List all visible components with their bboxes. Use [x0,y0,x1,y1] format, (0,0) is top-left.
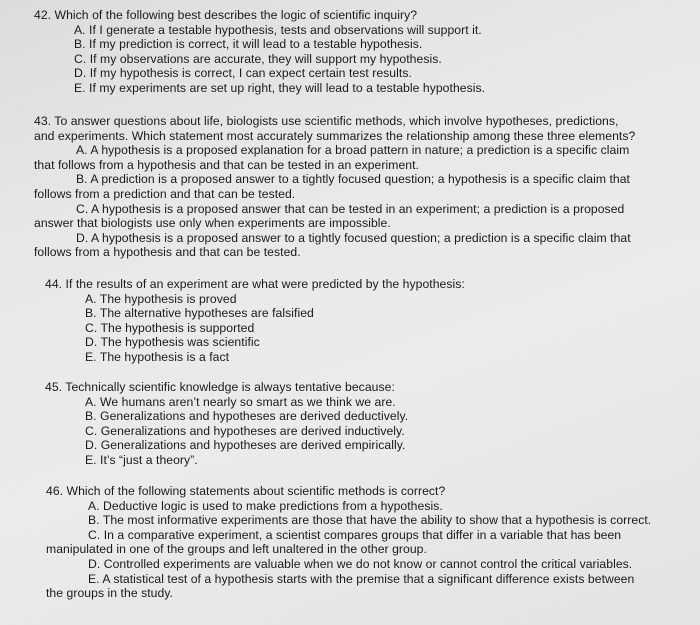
question-42-option-e: E. If my experiments are set up right, they will lead to a testable hypothesis. [74,80,486,95]
question-46-option-c-line-2: manipulated in one of the groups and left unaltered in the other group. [46,542,427,557]
question-42-options [34,23,485,96]
question-43-option-a-line-1: A. A hypothesis is a proposed explanation for a broad pattern in nature; a prediction is a specific claim [76,143,630,158]
question-43-options [34,143,674,260]
question-45-option-d: D. Generalizations and hypotheses are derived empirically. [85,438,406,453]
question-43-option-c [34,202,674,231]
question-46-option-e-line-1: E. A statistical test of a hypothesis starts with the premise that a significant difference exists between [88,571,635,586]
question-45-option-a: A. We humans aren’t nearly so smart as we think we are. [85,394,396,409]
question-42-option-d: D. If my hypothesis is correct, I can expect certain test results. [74,66,412,81]
question-46-option-d [46,557,676,572]
question-43-option-a [34,143,674,172]
question-44-option-c: C. The hypothesis is supported [85,320,255,335]
question-44-option-e: E. The hypothesis is a fact [85,349,230,364]
question-43-option-b-line-1: B. A prediction is a proposed answer to a tightly focused question; a hypothesis is a specific claim that [76,172,630,187]
question-43-option-c-line-2: answer that biologists use only when experiments are impossible. [34,216,391,231]
question-44-option-d: D. The hypothesis was scientific [85,335,260,350]
question-45-option-e: E. It’s “just a theory”. [85,452,198,467]
question-43-stem [34,114,674,143]
question-45-option-c: C. Generalizations and hypotheses are derived inductively. [85,423,405,438]
question-43-option-a-line-2: that follows from a hypothesis and that can be tested in an experiment. [34,157,419,172]
question-46-option-a-line-1: A. Deductive logic is used to make predictions from a hypothesis. [88,498,443,513]
question-46-option-b [46,513,676,528]
question-42-option-a: A. If I generate a testable hypothesis, tests and observations will support it. [74,22,482,37]
question-46-option-e-line-2: the groups in the study. [46,586,173,601]
question-46-stem: 46. Which of the following statements about scientific methods is correct? [46,484,446,498]
question-42-option-b: B. If my prediction is correct, it will lead to a testable hypothesis. [74,37,423,52]
question-43-option-d-line-1: D. A hypothesis is a proposed answer to a tightly focused question; a prediction is a specific claim that [76,230,631,245]
question-46-option-b-line-1: B. The most informative experiments are those that have the ability to show that a hypothesis is correct. [88,513,652,528]
question-43-stem-line-2: and experiments. Which statement most accurately summarizes the relationship among these three elements? [34,128,636,143]
question-43-option-c-line-1: C. A hypothesis is a proposed answer that can be tested in an experiment; a prediction is a proposed [76,201,625,216]
question-46-option-c-line-1: C. In a comparative experiment, a scientist compares groups that differ in a variable that has been [88,527,622,542]
question-42 [34,8,485,96]
question-44-option-a: A. The hypothesis is proved [85,291,237,306]
question-45-stem: 45. Technically scientific knowledge is always tentative because: [45,380,395,394]
question-44-option-b: B. The alternative hypotheses are falsified [85,306,314,321]
question-43-option-b [34,172,674,201]
question-42-stem: 42. Which of the following best describes the logic of scientific inquiry? [34,8,418,22]
question-43 [34,114,674,260]
question-46-option-e [46,572,676,601]
question-43-option-d-line-2: follows from a hypothesis and that can be tested. [34,245,301,260]
question-42-option-c: C. If my observations are accurate, they will support my hypothesis. [74,51,442,66]
question-45-option-b: B. Generalizations and hypotheses are derived deductively. [85,409,409,424]
question-45 [45,380,408,468]
question-43-stem-line-1: 43. To answer questions about life, biologists use scientific methods, which involve hypotheses, predictions, [34,114,619,128]
question-43-option-d [34,231,674,260]
question-44-options [45,292,465,365]
question-45-options [45,395,408,468]
question-43-option-b-line-2: follows from a prediction and that can be tested. [34,186,296,201]
question-46 [46,484,676,601]
question-46-options [46,499,676,601]
question-44-stem: 44. If the results of an experiment are what were predicted by the hypothesis: [45,277,465,291]
question-46-option-a [46,499,676,514]
question-46-option-d-line-1: D. Controlled experiments are valuable when we do not know or cannot control the critical variables. [88,556,633,571]
question-44 [45,277,465,365]
question-46-option-c [46,528,676,557]
